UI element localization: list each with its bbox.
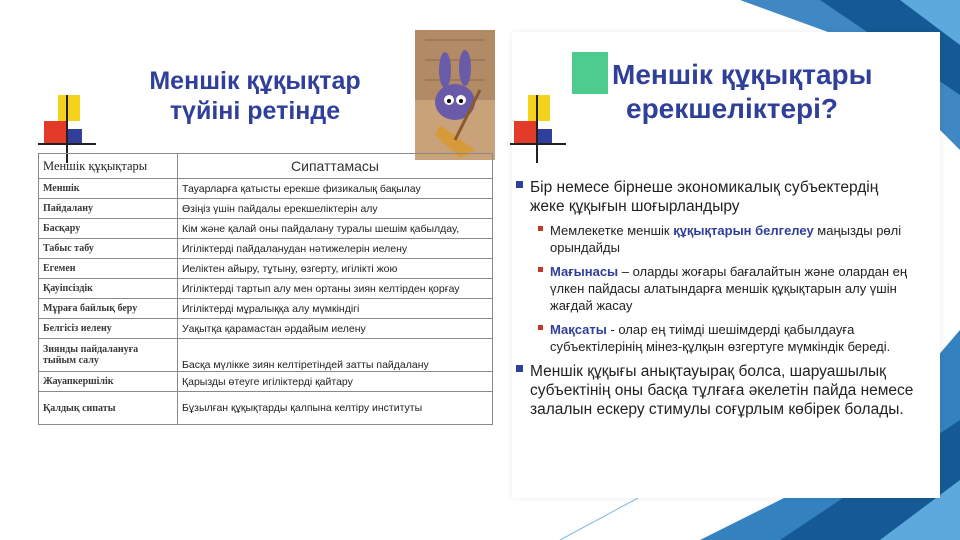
square-bullet-icon (538, 226, 543, 231)
table-cell-desc: Басқа мүлікке зиян келтіретіндей затты пайдалану (178, 339, 493, 372)
bullet-item (516, 362, 916, 419)
right-content (516, 178, 916, 425)
highlight-text: Мақсаты (550, 322, 607, 337)
right-title-line2: ерекшеліктері? (626, 93, 839, 124)
table-cell-desc: Игіліктерді пайдаланудан нәтижелерін иелену (178, 239, 493, 259)
table-row (39, 319, 493, 339)
cartoon-rabbit-icon (415, 30, 495, 160)
table-row (39, 219, 493, 239)
left-title-line2: түйіні ретінде (169, 97, 341, 125)
table-header-rights: Меншік құқықтары (39, 154, 178, 179)
sub-bullet-text: – оларды жоғары бағалайтын және олардан ең үлкен пайдасы алатындарға меншік құқықтарын алу үшін жағдай жасау (550, 264, 908, 313)
sub-bullet-item (516, 263, 916, 314)
property-rights-table (38, 153, 493, 425)
sub-bullet-text: Мемлекетке меншік (550, 223, 674, 238)
sub-bullet-text: - олар ең тиімді шешімдерді қабылдауға субъектілерінің мінез-құлқын өзгертуге мүмкіндік береді. (550, 322, 891, 354)
table-cell-term: Қалдық сипаты (39, 392, 178, 425)
table-cell-term: Меншік (39, 179, 178, 199)
table-cell-term: Басқару (39, 219, 178, 239)
table-cell-term: Мұраға байлық беру (39, 299, 178, 319)
table-cell-desc: Игіліктерді мұралыққа алу мүмкіндігі (178, 299, 493, 319)
table-cell-term: Егемен (39, 259, 178, 279)
table-cell-desc: Қарызды өтеуге игіліктерді қайтару (178, 372, 493, 392)
table-cell-desc: Бұзылған құқықтарды қалпына келтіру институты (178, 392, 493, 425)
table-header-row (39, 154, 493, 179)
bullet-item (516, 178, 916, 216)
highlight-text: құқықтарын белгелеу (673, 223, 814, 238)
table-cell-desc: Уақытқа қарамастан әрдайым иелену (178, 319, 493, 339)
table-row (39, 239, 493, 259)
left-title-line1: Меншік құқықтар (149, 67, 361, 95)
table-row (39, 179, 493, 199)
table-cell-desc: Өзіңіз үшін пайдалы ерекшеліктерін алу (178, 199, 493, 219)
table-cell-desc: Кім және қалай оны пайдалану туралы шешім қабылдау, (178, 219, 493, 239)
green-square-decoration (572, 52, 608, 94)
table-cell-desc: Игіліктерді тартып алу мен ортаны зиян келтірден қорғау (178, 279, 493, 299)
bullet-text: Меншік құқығы анықтауырақ болса, шаруашылық субъектінің оны басқа тұлғаға әкелетін пайда немесе залалын ескеру стимулы соғұрлым көбірек болады. (530, 363, 914, 418)
square-bullet-icon (538, 267, 543, 272)
table-header-description: Сипаттамасы (178, 154, 493, 179)
sub-bullet-text: маңызды рөлі орындайды (550, 223, 902, 255)
bullet-text: Бір немесе бірнеше экономикалық субъектердің жеке құқығын шоғырландыру (530, 179, 879, 215)
square-bullet-icon (538, 325, 543, 330)
table-cell-term: Зиянды пайдалануға тыйым салу (39, 339, 178, 372)
table-cell-term: Пайдалану (39, 199, 178, 219)
table-cell-desc: Иеліктен айыру, тұтыну, өзгерту, игілікті жою (178, 259, 493, 279)
table-cell-term: Жауапкершілік (39, 372, 178, 392)
table-cell-term: Табыс табу (39, 239, 178, 259)
table-row (39, 259, 493, 279)
sub-bullet-item (516, 321, 916, 355)
table-cell-term: Белгісіз иелену (39, 319, 178, 339)
right-title-line1: Меншік құқықтары (612, 59, 873, 90)
sub-bullet-item (516, 222, 916, 256)
highlight-text: Мағынасы (550, 264, 619, 279)
right-title (612, 58, 902, 126)
table-row (39, 279, 493, 299)
table-row (39, 199, 493, 219)
square-bullet-icon (516, 365, 523, 372)
table-cell-term: Қауіпсіздік (39, 279, 178, 299)
left-title (120, 66, 390, 126)
mondrian-icon-right (510, 95, 570, 165)
table-cell-desc: Тауарларға қатысты ерекше физикалық бақылау (178, 179, 493, 199)
square-bullet-icon (516, 181, 523, 188)
table-row (39, 392, 493, 425)
table-row (39, 339, 493, 372)
table-row (39, 372, 493, 392)
table-row (39, 299, 493, 319)
